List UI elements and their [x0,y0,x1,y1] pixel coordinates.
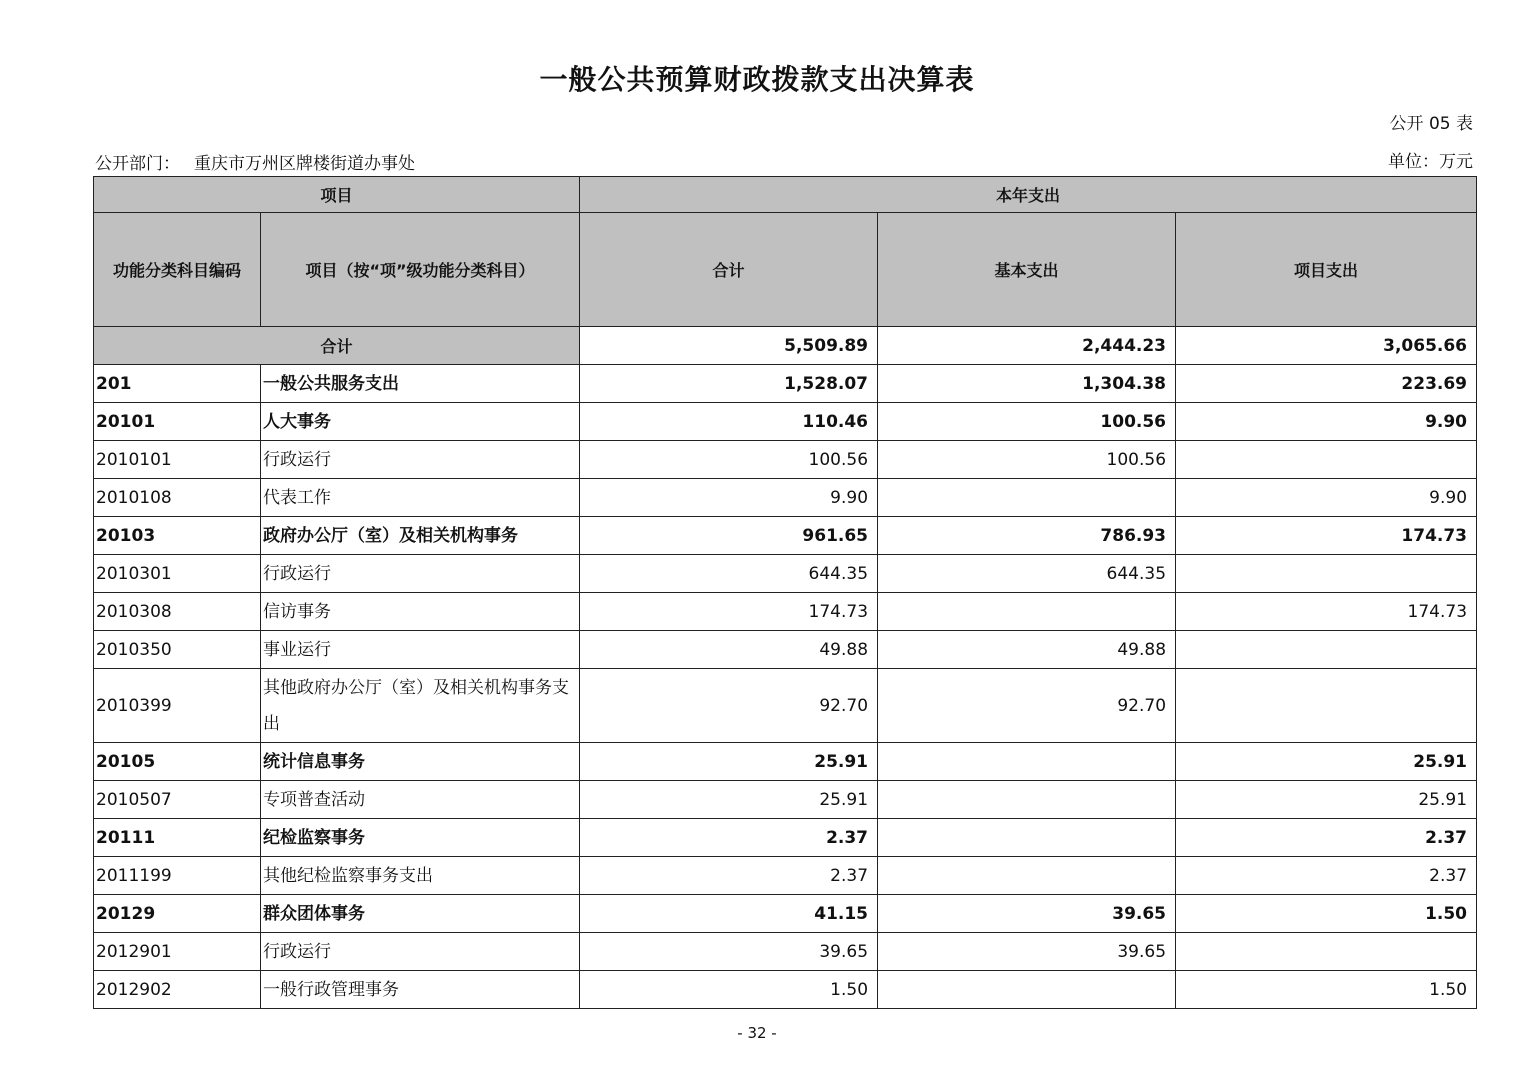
row-basic: 100.56 [878,403,1176,441]
row-project [1176,933,1477,971]
row-total: 2.37 [580,819,878,857]
row-code: 20103 [94,517,261,555]
row-code: 201 [94,365,261,403]
header-total: 合计 [580,213,878,327]
row-code: 20105 [94,743,261,781]
total-sum: 5,509.89 [580,327,878,365]
total-project: 3,065.66 [1176,327,1477,365]
table-row [94,933,1477,971]
row-total: 49.88 [580,631,878,669]
row-code: 20101 [94,403,261,441]
table-row [94,743,1477,781]
row-basic: 644.35 [878,555,1176,593]
row-basic [878,781,1176,819]
page-title: 一般公共预算财政拨款支出决算表 [539,63,975,96]
row-project [1176,555,1477,593]
row-code: 2010308 [94,593,261,631]
row-total: 25.91 [580,743,878,781]
row-total: 961.65 [580,517,878,555]
row-project: 1.50 [1176,971,1477,1009]
table-row [94,593,1477,631]
header-code: 功能分类科目编码 [94,213,261,327]
table-row [94,517,1477,555]
row-name: 信访事务 [261,593,580,631]
row-total: 110.46 [580,403,878,441]
table-row [94,479,1477,517]
row-total: 25.91 [580,781,878,819]
table-row [94,403,1477,441]
row-project: 9.90 [1176,403,1477,441]
department-line [95,149,415,174]
page-number: - 32 - [737,1024,777,1042]
row-name: 专项普查活动 [261,781,580,819]
row-code: 2010108 [94,479,261,517]
table-row [94,365,1477,403]
row-name: 代表工作 [261,479,580,517]
row-basic: 1,304.38 [878,365,1176,403]
header-project-expense: 项目支出 [1176,213,1477,327]
row-total: 2.37 [580,857,878,895]
table-row [94,857,1477,895]
row-name: 事业运行 [261,631,580,669]
table-row [94,669,1477,743]
row-project: 2.37 [1176,819,1477,857]
row-name: 一般公共服务支出 [261,365,580,403]
row-name: 行政运行 [261,555,580,593]
row-project: 25.91 [1176,743,1477,781]
row-code: 2010101 [94,441,261,479]
row-name: 一般行政管理事务 [261,971,580,1009]
row-name: 统计信息事务 [261,743,580,781]
row-total: 39.65 [580,933,878,971]
row-basic: 39.65 [878,933,1176,971]
row-total: 9.90 [580,479,878,517]
row-code: 2010507 [94,781,261,819]
table-row [94,971,1477,1009]
row-code: 2010399 [94,669,261,743]
total-basic: 2,444.23 [878,327,1176,365]
header-year-expense: 本年支出 [580,177,1477,213]
row-code: 2012901 [94,933,261,971]
row-name: 其他政府办公厅（室）及相关机构事务支出 [261,669,580,743]
row-project: 9.90 [1176,479,1477,517]
row-basic [878,971,1176,1009]
row-project [1176,441,1477,479]
row-basic [878,743,1176,781]
row-basic: 786.93 [878,517,1176,555]
row-basic: 39.65 [878,895,1176,933]
department-name: 重庆市万州区牌楼街道办事处 [194,154,415,174]
row-basic: 49.88 [878,631,1176,669]
row-name: 其他纪检监察事务支出 [261,857,580,895]
row-total: 644.35 [580,555,878,593]
row-code: 2011199 [94,857,261,895]
row-total: 100.56 [580,441,878,479]
form-number: 公开 05 表 [1389,114,1473,134]
row-code: 20129 [94,895,261,933]
table-row [94,781,1477,819]
table-row [94,819,1477,857]
row-name: 纪检监察事务 [261,819,580,857]
department-label: 公开部门： [95,154,180,174]
row-project: 174.73 [1176,593,1477,631]
row-project: 174.73 [1176,517,1477,555]
row-name: 行政运行 [261,933,580,971]
row-name: 行政运行 [261,441,580,479]
table-row [94,895,1477,933]
row-total: 174.73 [580,593,878,631]
row-total: 92.70 [580,669,878,743]
header-project: 项目 [94,177,580,213]
unit-label: 单位：万元 [1388,152,1473,172]
row-project: 1.50 [1176,895,1477,933]
row-code: 2010350 [94,631,261,669]
row-basic [878,479,1176,517]
row-basic: 92.70 [878,669,1176,743]
table-row [94,631,1477,669]
total-row [94,327,1477,365]
row-code: 20111 [94,819,261,857]
table-row [94,441,1477,479]
row-project: 25.91 [1176,781,1477,819]
row-basic [878,857,1176,895]
row-basic [878,593,1176,631]
row-name: 人大事务 [261,403,580,441]
header-item: 项目（按“项”级功能分类科目） [261,213,580,327]
row-total: 1,528.07 [580,365,878,403]
row-name: 政府办公厅（室）及相关机构事务 [261,517,580,555]
row-project: 2.37 [1176,857,1477,895]
row-project [1176,669,1477,743]
row-basic: 100.56 [878,441,1176,479]
expenditure-table [93,176,1477,1009]
row-project [1176,631,1477,669]
row-total: 1.50 [580,971,878,1009]
table-row [94,555,1477,593]
row-total: 41.15 [580,895,878,933]
row-code: 2010301 [94,555,261,593]
row-basic [878,819,1176,857]
header-basic: 基本支出 [878,213,1176,327]
total-label: 合计 [94,327,580,365]
row-name: 群众团体事务 [261,895,580,933]
row-code: 2012902 [94,971,261,1009]
row-project: 223.69 [1176,365,1477,403]
